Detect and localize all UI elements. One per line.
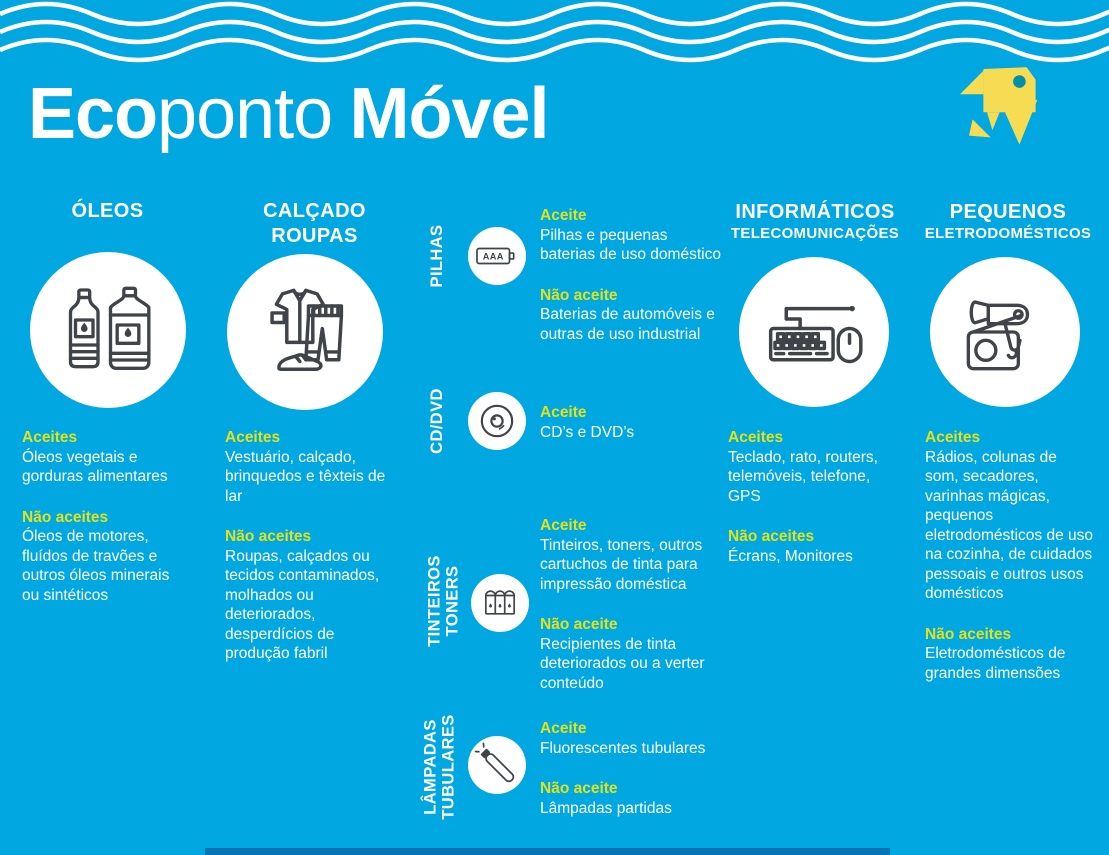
lampadas-icon-circle: [468, 736, 526, 794]
rejected-text: Roupas, calçados ou tecidos contaminados, molhados ou deteriorados, desperdícios de produção fabril: [225, 547, 380, 663]
vlabel-tinteiros-toners: TINTEIROS TONERS: [425, 555, 462, 647]
accepted-label: Aceites: [22, 429, 78, 446]
rejected-text: Óleos de motores, fluídos de travões e outros óleos minerais ou sintéticos: [22, 528, 170, 604]
heading-calcado-roupas: CALÇADO ROUPAS: [263, 200, 366, 247]
pequenos-text: Aceites Rádios, colunas de som, secadores, varinhas mágicas, pequenos eletrodomésticos de uso na cozinha, de cuidados pessoais e outros usos domésticos Não aceites Eletrodomésticos de grandes dimensões: [925, 429, 1094, 682]
origami-fish-logo: [950, 60, 1042, 150]
informaticos-icon-circle: [739, 257, 889, 407]
rejected-label: Não aceites: [22, 508, 109, 526]
pilhas-icon-circle: [468, 227, 526, 285]
cd-dvd-text: Aceite CD’s e DVD’s: [540, 404, 635, 441]
accepted-text: Óleos vegetais e gorduras alimentares: [22, 448, 168, 486]
fluorescent-tube-icon: [471, 739, 523, 791]
informaticos-text: Aceites Teclado, rato, routers, telemóveis, telefone, GPS Não aceites Écrans, Monitores: [728, 429, 878, 565]
cd-icon: [471, 395, 523, 447]
ink-cartridges-icon: [475, 578, 525, 628]
oil-bottles-icon: [58, 280, 158, 380]
keyboard-mouse-icon: [762, 280, 866, 384]
calcado-text: [225, 428, 393, 664]
tinteiros-icon-circle: [471, 574, 529, 632]
cd-icon-circle: [468, 392, 526, 450]
pilhas-text: Aceite Pilhas e pequenas baterias de uso doméstico Não aceite Baterias de automóveis e outras de uso industrial: [540, 207, 721, 343]
title-ponto: ponto: [157, 74, 333, 154]
title-eco: Eco: [28, 74, 158, 154]
rejected-label: Não aceites: [225, 528, 312, 546]
lampadas-text: Aceite Fluorescentes tubulares Não aceite Lâmpadas partidas: [540, 720, 706, 817]
heading-informaticos: INFORMÁTICOS TELECOMUNICAÇÕES: [730, 201, 900, 242]
vlabel-cd-dvd: CD/DVD: [427, 388, 446, 454]
accepted-text: Vestuário, calçado, brinquedos e têxteis de lar: [225, 448, 386, 505]
footer-bar: [205, 848, 890, 855]
waves-decoration: [0, 0, 1109, 66]
accepted-label: Aceites: [225, 429, 281, 446]
oleos-icon-circle: [30, 252, 186, 408]
battery-icon: [472, 231, 522, 281]
vlabel-pilhas: PILHAS: [427, 224, 446, 288]
page-title: [28, 74, 549, 154]
heading-pequenos: PEQUENOS ELETRODOMÉSTICOS: [924, 201, 1092, 242]
tinteiros-text: Aceite Tinteiros, toners, outros cartuchos de tinta para impressão doméstica Não aceite Recipientes de tinta deteriorados ou a verter conteúdo: [540, 517, 705, 692]
clothing-icon: [253, 280, 357, 384]
pequenos-icon-circle: [930, 257, 1080, 407]
battery-aaa-text: AAA: [482, 251, 504, 262]
heading-oleos: ÓLEOS: [71, 200, 144, 222]
vlabel-lampadas-tubulares: LÂMPADAS TUBULARES: [421, 714, 458, 820]
oleos-text: [22, 428, 186, 605]
hairdryer-radio-icon: [955, 282, 1055, 382]
fish-eye: [1013, 75, 1026, 88]
title-movel: Móvel: [349, 74, 549, 154]
calcado-icon-circle: [227, 254, 383, 410]
